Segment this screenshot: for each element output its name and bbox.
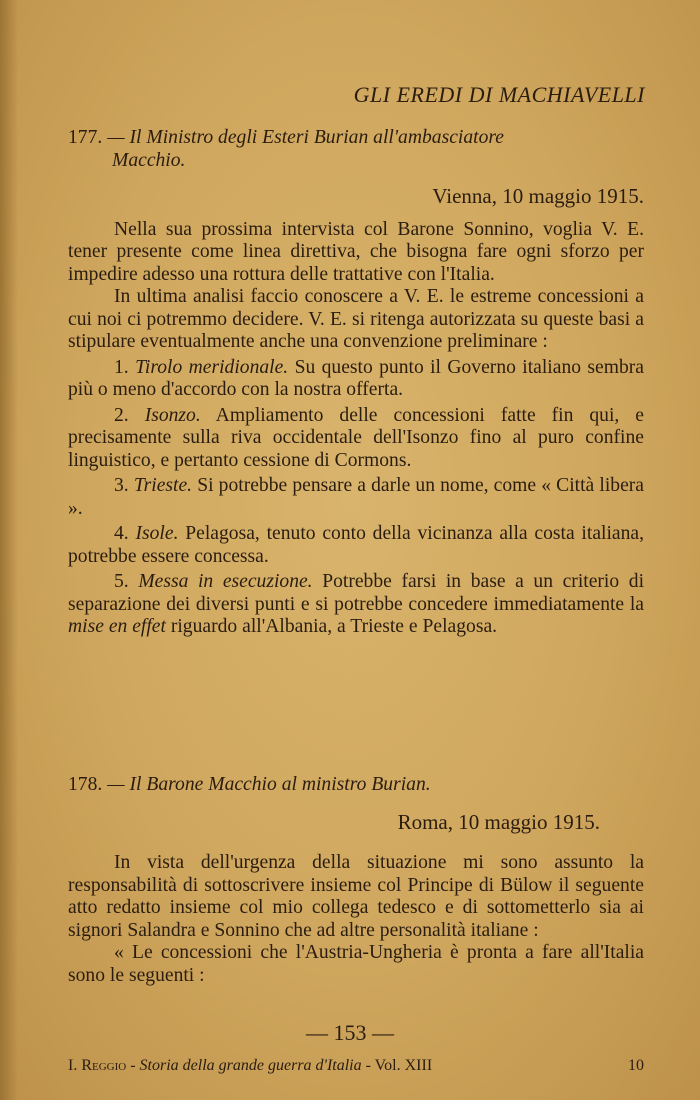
doc-177-heading bbox=[68, 127, 644, 172]
doc-178-heading bbox=[68, 774, 644, 797]
doc-177-title-line1: — Il Ministro degli Esteri Burian all'ambasciatore bbox=[107, 127, 504, 148]
doc-177-paragraph-2: In ultima analisi faccio conoscere a V. E. le estreme concessioni a cui noi ci potremmo decidere. V. E. si ritenga autorizzata su queste basi a stipulare eventualmente anche una convenzione preliminare : bbox=[68, 286, 644, 352]
item-2-heading: Isonzo. bbox=[144, 404, 201, 426]
footer-work-title: Storia della grande guerra d'Italia bbox=[139, 1057, 362, 1074]
signature-line bbox=[68, 1057, 644, 1075]
doc-178-paragraph-1: In vista dell'urgenza della situazione mi sono assunto la responsabilità di sottoscrivere insieme col Principe di Bülow il seguente atto redatto insieme col mio collega tedesco e di sottometterlo sia ai signori Salandra e Sonnino che ad altre personalità italiane : bbox=[68, 852, 644, 941]
doc-177-item-3 bbox=[68, 475, 644, 520]
item-3-text: Si potrebbe pensare a darle un nome, come « Città libera ». bbox=[68, 475, 644, 519]
item-4-number: 4. bbox=[114, 523, 129, 544]
doc-178-dateline: Roma, 10 maggio 1915. bbox=[397, 809, 600, 834]
doc-177-item-1 bbox=[68, 357, 644, 402]
item-5-text-a: Potrebbe farsi in base a un criterio di separazione dei diversi punti e si potrebbe concedere immediatamente la bbox=[68, 571, 645, 615]
doc-178-paragraph-2: « Le concessioni che l'Austria-Ungheria è pronta a fare all'Italia sono le seguenti : bbox=[68, 942, 644, 986]
footer-sep-1: - bbox=[126, 1057, 140, 1074]
doc-178-title: — Il Barone Macchio al ministro Burian. bbox=[107, 774, 431, 795]
item-1-heading: Tirolo meridionale. bbox=[135, 356, 289, 378]
item-4-text: Pelagosa, tenuto conto della vicinanza alla costa italiana, potrebbe essere concessa. bbox=[68, 523, 644, 567]
page-number: — 153 — bbox=[306, 1020, 394, 1045]
item-3-heading: Trieste. bbox=[133, 475, 193, 496]
doc-177-dateline: Vienna, 10 maggio 1915. bbox=[432, 184, 644, 208]
doc-178-number: 178. bbox=[68, 774, 103, 795]
doc-177 bbox=[68, 127, 644, 639]
item-5-number: 5. bbox=[114, 571, 129, 592]
item-3-number: 3. bbox=[114, 475, 129, 496]
footer-volume: Vol. XIII bbox=[374, 1057, 433, 1074]
doc-178 bbox=[68, 774, 644, 987]
footer-sep-2: - bbox=[361, 1057, 375, 1074]
doc-177-item-2 bbox=[68, 405, 644, 473]
item-5-text-b: riguardo all'Albania, a Trieste e Pelagosa. bbox=[170, 616, 498, 637]
doc-177-item-4 bbox=[68, 523, 644, 568]
page-edge-shadow bbox=[0, 0, 18, 1100]
item-1-number: 1. bbox=[114, 356, 129, 378]
item-5-italic-phrase: mise en effet bbox=[68, 616, 166, 637]
doc-177-number: 177. bbox=[68, 127, 103, 148]
running-head: GLI EREDI DI MACHIAVELLI bbox=[353, 82, 645, 107]
doc-177-item-5 bbox=[68, 571, 644, 639]
item-1-text: Su questo punto il Governo italiano sembra più o meno d'accordo con la nostra offerta. bbox=[68, 356, 644, 400]
item-2-text: Ampliamento delle concessioni fatte fin qui, e precisamente sulla riva occidentale dell'Isonzo fino al puro confine linguistico, e pertanto cessione di Cormons. bbox=[68, 404, 644, 471]
item-4-heading: Isole. bbox=[135, 523, 179, 544]
footer-author: I. Reggio bbox=[68, 1057, 127, 1074]
doc-177-paragraph-1: Nella sua prossima intervista col Barone Sonnino, voglia V. E. tener presente come linea direttiva, che bisogna fare ogni sforzo per impedire adesso una rottura delle trattative con l'Italia. bbox=[68, 218, 644, 285]
item-5-heading: Messa in esecuzione. bbox=[138, 571, 313, 592]
footer-sheet-number: 10 bbox=[628, 1057, 644, 1074]
item-2-number: 2. bbox=[114, 404, 129, 426]
doc-177-title-line2: Macchio. bbox=[112, 149, 186, 171]
